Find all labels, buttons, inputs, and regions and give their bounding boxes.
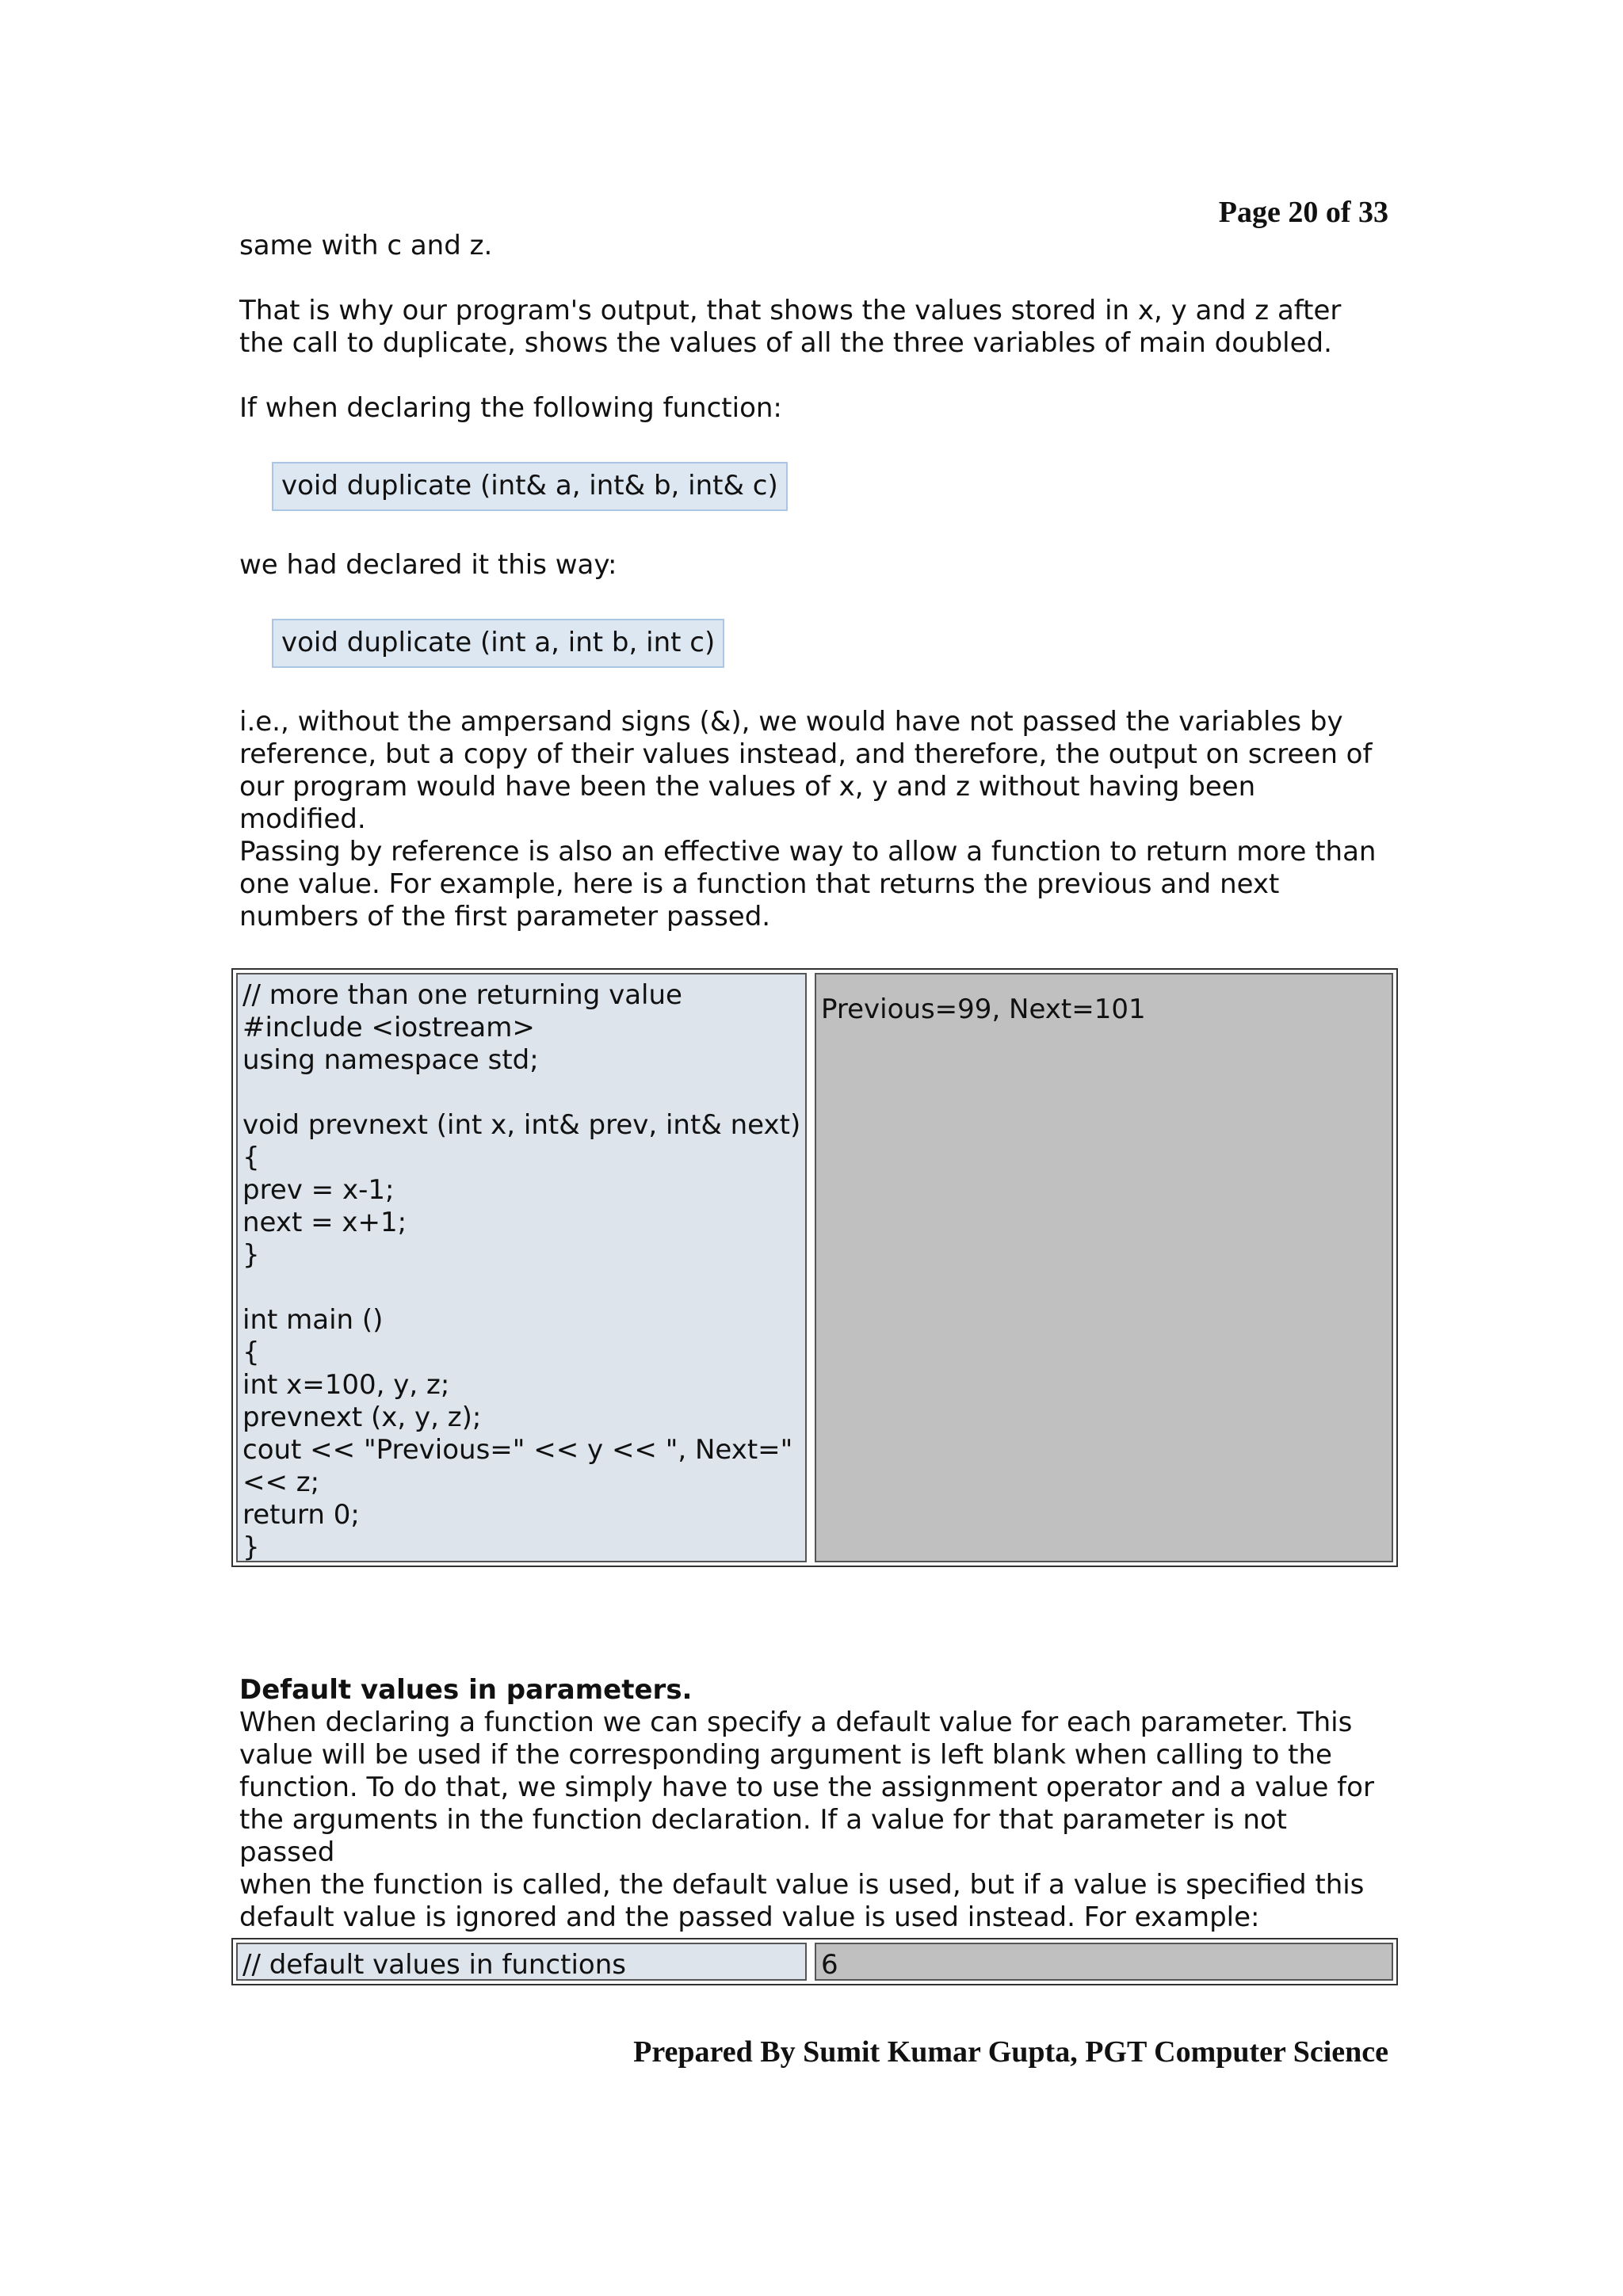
example-table-default-values xyxy=(231,1938,1398,1985)
example2-output-cell: 6 xyxy=(815,1943,1393,1981)
code-snippet-by-value: void duplicate (int a, int b, int c) xyxy=(272,619,724,668)
example-code-cell: // more than one returning value #include <iostream> using namespace std; void prevnext (int x, int& prev, int& next) { prev = x-1; next = x+1; } int main () { int x=100, y, z; prevnext (x, y, z); cout << "Previous=" << y << ", Next=" << z; return 0; } xyxy=(236,973,807,1562)
section-heading: Default values in parameters. xyxy=(239,1674,693,1706)
paragraph-output-explanation: That is why our program's output, that shows the values stored in x, y and z after the call to duplicate, shows the values of all the three variables of main doubled. xyxy=(239,295,1342,359)
page-number: Page 20 of 33 xyxy=(1218,196,1388,229)
page-footer: Prepared By Sumit Kumar Gupta, PGT Computer Science xyxy=(633,2035,1388,2069)
paragraph-ampersand-explanation: i.e., without the ampersand signs (&), we would have not passed the variables by reference, but a copy of their values instead, and therefore, the output on screen of our program would have been the values of x, y and z without having been modified. xyxy=(239,706,1373,835)
section-body: When declaring a function we can specify a default value for each parameter. This value will be used if the corresponding argument is left blank when calling to the function. To do that, we simply have to use the assignment operator and a value for the arguments in the function declaration. If a value for that parameter is not passed when the function is called, the default value is used, but if a value is specified this default value is ignored and the passed value is used instead. For example: xyxy=(239,1707,1374,1933)
paragraph-continuation: same with c and z. xyxy=(239,230,493,261)
paragraph-declaring-intro: If when declaring the following function: xyxy=(239,392,782,424)
paragraph-pass-by-reference: Passing by reference is also an effective way to allow a function to return more than one value. For example, here is a function that returns the previous and next numbers of the first parameter passed. xyxy=(239,836,1377,933)
example-output-cell: Previous=99, Next=101 xyxy=(815,973,1393,1562)
section-default-values xyxy=(239,1674,1388,1934)
example-table-prevnext xyxy=(231,968,1398,1567)
paragraph-declared-this-way: we had declared it this way: xyxy=(239,549,617,581)
example2-code-cell: // default values in functions xyxy=(236,1943,807,1981)
code-snippet-by-reference: void duplicate (int& a, int& b, int& c) xyxy=(272,462,788,511)
